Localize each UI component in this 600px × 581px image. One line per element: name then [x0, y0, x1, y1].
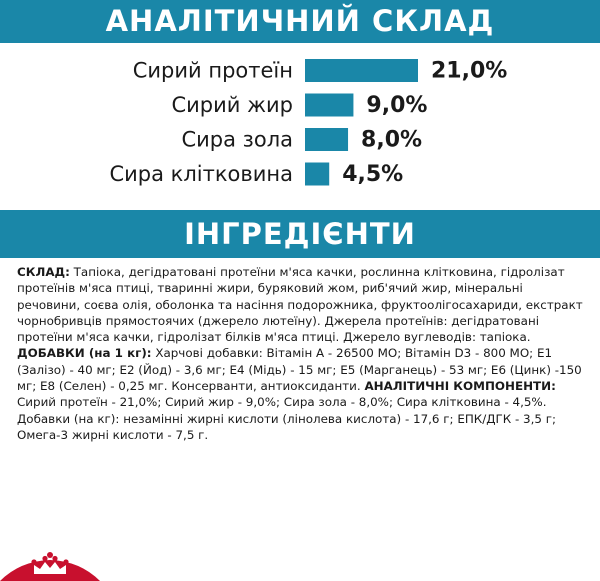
- analytic-components-text: Сирий протеїн - 21,0%; Сирий жир - 9,0%; Сира зола - 8,0%; Сира клітковина - 4,5%. Добавки (на кг): незамінні жирні кислоти (лінолева кислота) - 17,6 г; ЕПК/ДГК - 3,5 г; Омега-3 жирні кислоти - 7,5 г.: [17, 395, 556, 442]
- category-label: Сира зола: [181, 127, 293, 152]
- ingredients-title: ІНГРЕДІЄНТИ: [0, 210, 600, 258]
- value-label: 8,0%: [361, 127, 423, 153]
- value-label: 21,0%: [431, 58, 508, 84]
- bar: [305, 128, 348, 151]
- value-label: 4,5%: [342, 162, 404, 187]
- category-label: Сирий жир: [171, 93, 293, 117]
- ingredients-text: [17, 264, 589, 443]
- category-label: Сира клітковина: [109, 162, 293, 186]
- analytic-composition-title: АНАЛІТИЧНИЙ СКЛАД: [0, 0, 600, 43]
- bar: [305, 94, 353, 117]
- additives-text: Харчові добавки: Вітамін А - 26500 МО; Вітамін D3 - 800 МО; Е1 (Залізо) - 40 мг; Е2 (Йод) - 3,6 мг; Е4 (Мідь) - 15 мг; Е5 (Марганець) - 53 мг; Е6 (Цинк) -150 мг; Е8 (Селен) - 0,25 мг. Консерванти, антиоксиданти.: [17, 346, 582, 394]
- additives-label: ДОБАВКИ (на 1 кг):: [17, 346, 152, 361]
- value-label: 9,0%: [366, 93, 428, 118]
- analytic-composition-chart: [0, 43, 600, 210]
- royal-canin-logo: [0, 531, 100, 581]
- bar: [305, 59, 418, 82]
- analytic-components-label: АНАЛІТИЧНІ КОМПОНЕНТИ:: [364, 379, 556, 394]
- composition-text: Тапіока, дегідратовані протеїни м'яса качки, рослинна клітковина, гідролізат протеїнів м'яса птиці, тваринні жири, буряковий жом, риб'ячий жир, мінеральні речовини, соєва олія, оболонка та насіння подорожника, фруктоолігосахариди, екстракт чорнобривців прямостоячих (джерело лютеїну). Джерела протеїнів: дегідратовані протеїни м'яса качки, гідролізат білків м'яса птиці. Джерело вуглеводів: тапіока.: [17, 265, 583, 345]
- bar: [305, 163, 329, 186]
- category-labels: [109, 59, 293, 187]
- category-label: Сирий протеїн: [132, 58, 293, 83]
- composition-label: СКЛАД:: [17, 265, 70, 279]
